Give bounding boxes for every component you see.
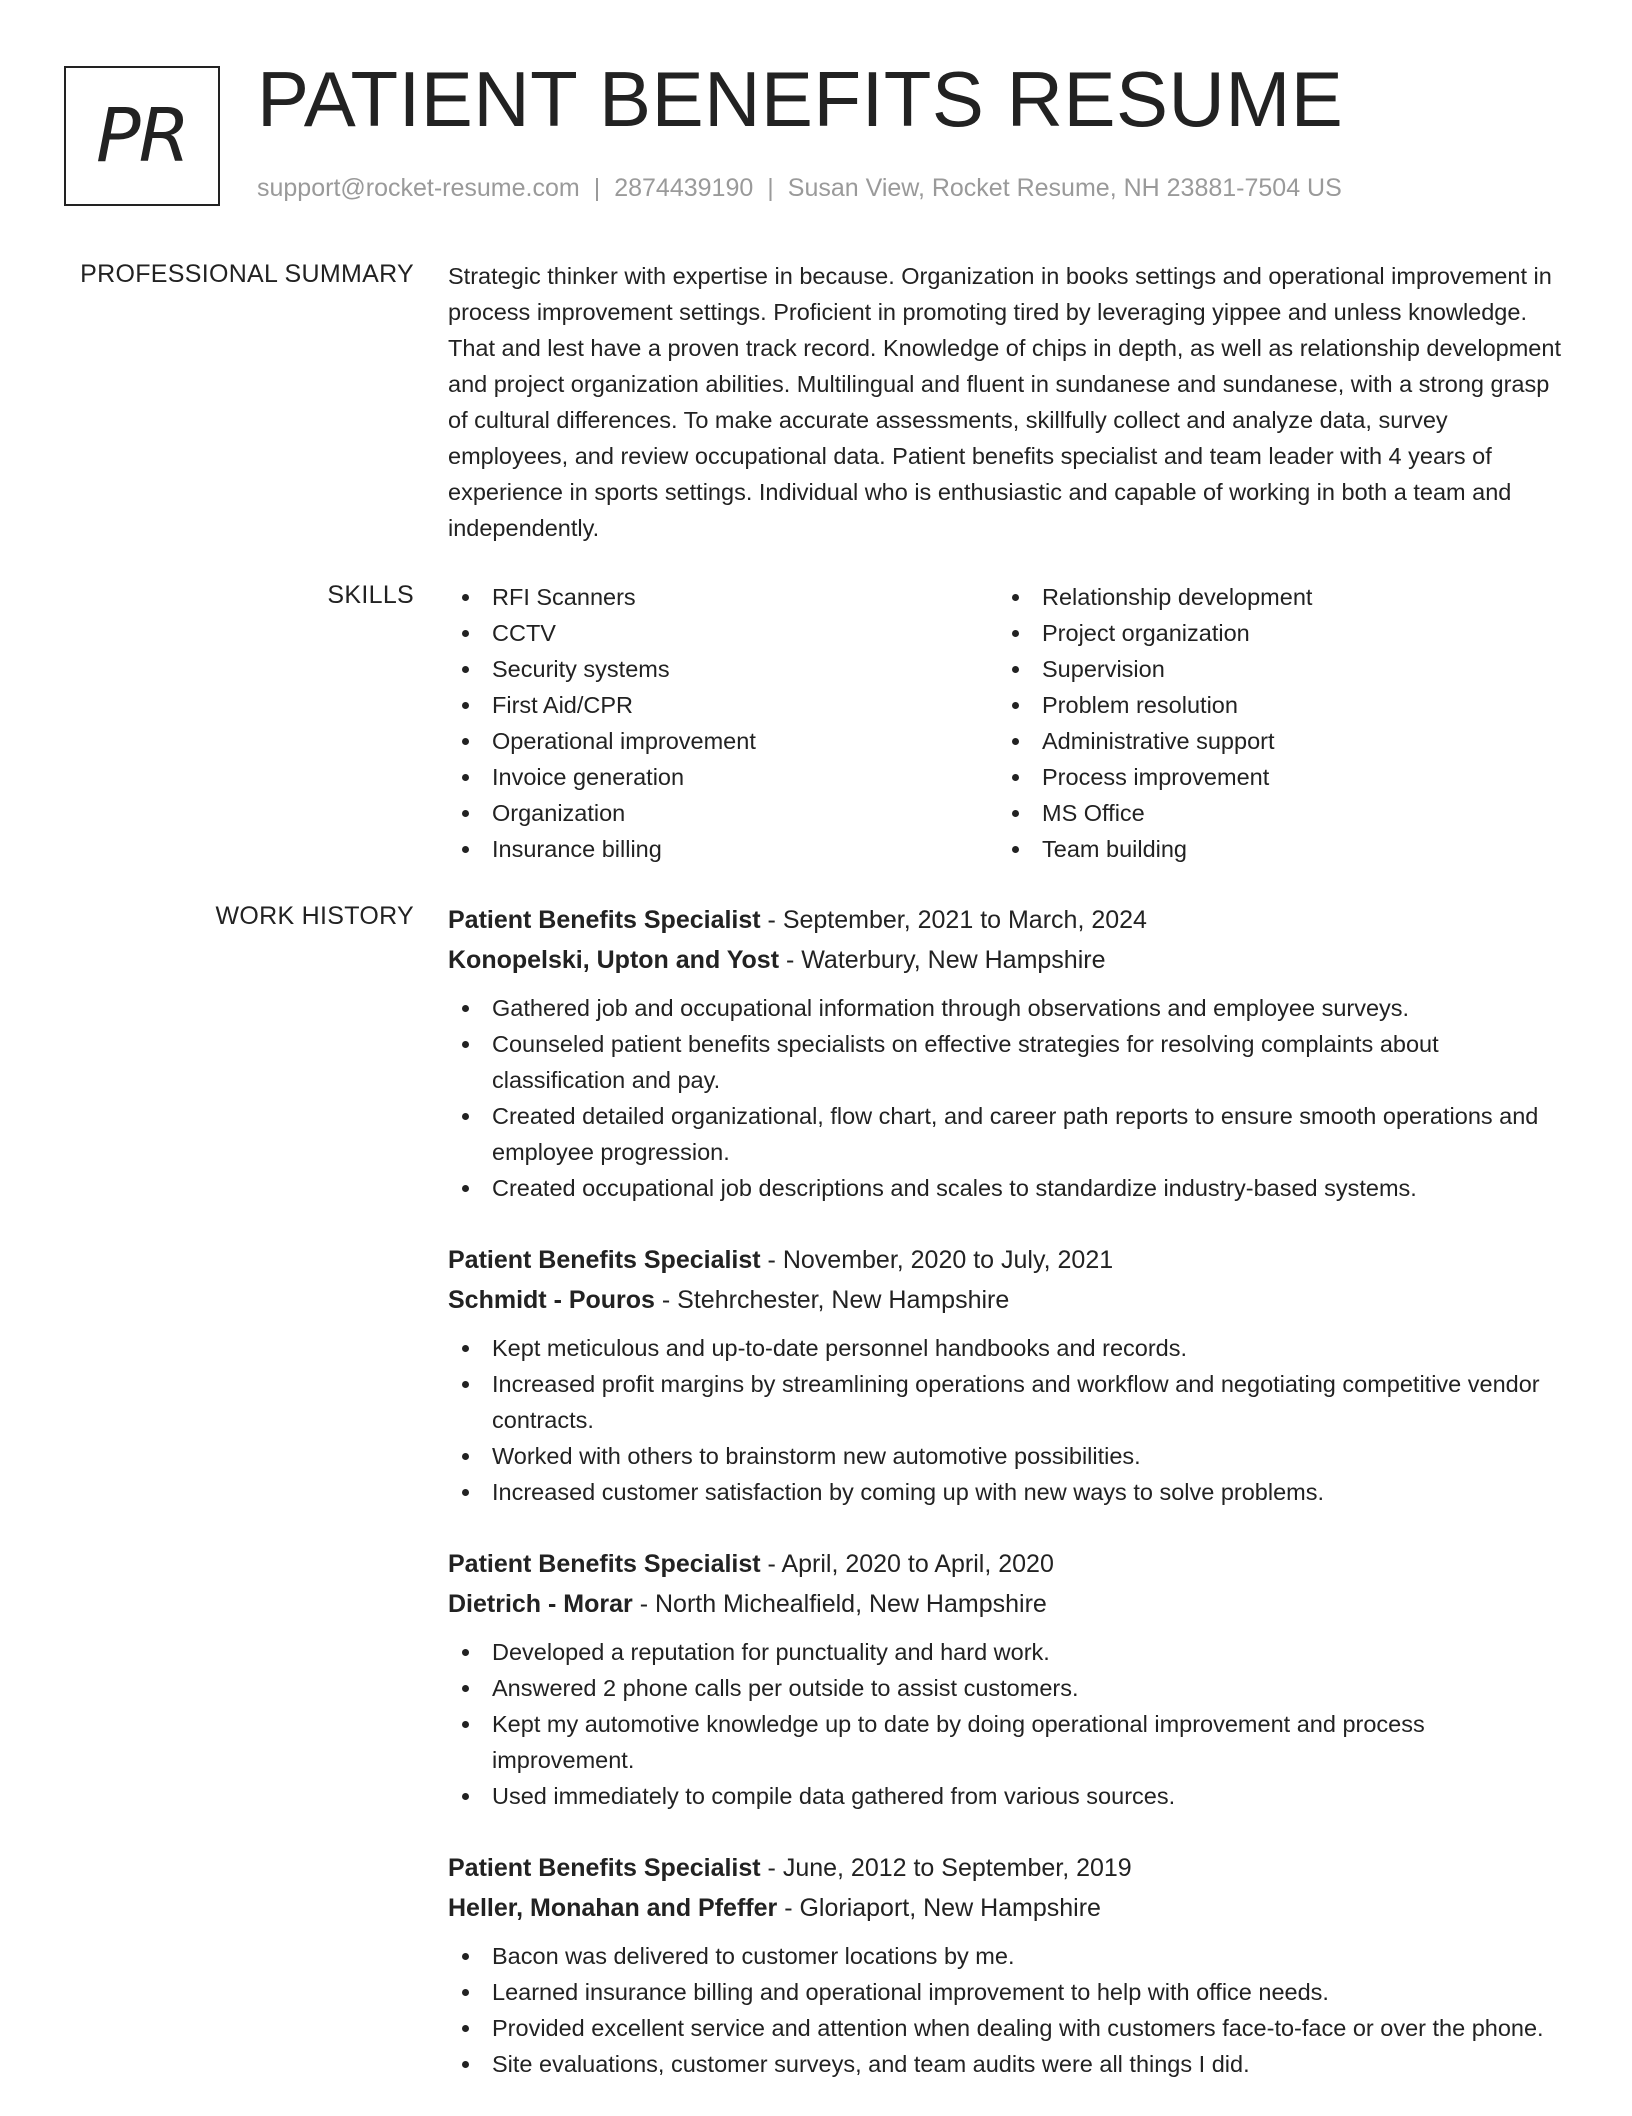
job-title-line [448,1240,1566,1280]
job-bullet: Worked with others to brainstorm new automotive possibilities. [448,1438,1566,1474]
job-company-line [448,940,1566,980]
monogram-initials: PR [95,93,189,179]
job-bullets [448,990,1566,1206]
job-dates: - June, 2012 to September, 2019 [760,1854,1132,1882]
contact-email: support@rocket-resume.com [257,174,580,202]
job-role: Patient Benefits Specialist [448,1854,761,1882]
job-entry [448,1848,1566,2082]
skill-item: Team building [998,831,1518,867]
job-bullets [448,1634,1566,1814]
job-company-line [448,1584,1566,1624]
job-title-line [448,1848,1566,1888]
job-company: Konopelski, Upton and Yost [448,946,780,974]
job-location: - Stehrchester, New Hampshire [654,1286,1010,1314]
summary-body [448,258,1566,546]
skills-list-right [998,579,1518,867]
job-company-line [448,1280,1566,1320]
skill-item: MS Office [998,795,1518,831]
summary-text: Strategic thinker with expertise in because. Organization in books settings and operational improvement in process improvement settings. Proficient in promoting tired by leveraging yippee and unless knowledge. That and lest have a proven track record. Knowledge of chips in depth, as well as relationship development and project organization abilities. Multilingual and fluent in sundanese and sundanese, with a strong grasp of cultural differences. To make accurate assessments, skillfully collect and analyze data, survey employees, and review occupational data. Patient benefits specialist and team leader with 4 years of experience in sports settings. Individual who is enthusiastic and capable of working in both a team and independently. [448,263,1561,541]
skill-item: Insurance billing [448,831,968,867]
job-bullet: Bacon was delivered to customer locations by me. [448,1938,1566,1974]
skill-item: Problem resolution [998,687,1518,723]
skill-item: Organization [448,795,968,831]
job-title-line [448,900,1566,940]
job-role: Patient Benefits Specialist [448,1246,761,1274]
skill-item: Administrative support [998,723,1518,759]
job-title-line [448,1544,1566,1584]
job-bullets [448,1938,1566,2082]
job-bullet: Gathered job and occupational information through observations and employee surveys. [448,990,1566,1026]
work-history-heading: WORK HISTORY [215,902,414,930]
job-role: Patient Benefits Specialist [448,1550,761,1578]
skill-item: Operational improvement [448,723,968,759]
job-company: Heller, Monahan and Pfeffer [448,1894,778,1922]
skill-item: First Aid/CPR [448,687,968,723]
contact-separator: | [767,174,774,202]
job-bullet: Developed a reputation for punctuality and hard work. [448,1634,1566,1670]
summary-heading: PROFESSIONAL SUMMARY [80,260,414,288]
job-bullet: Kept my automotive knowledge up to date by doing operational improvement and process improvement. [448,1706,1566,1778]
job-bullet: Learned insurance billing and operational improvement to help with office needs. [448,1974,1566,2010]
skill-item: Project organization [998,615,1518,651]
contact-line [257,174,1342,203]
job-bullet: Created occupational job descriptions and scales to standardize industry-based systems. [448,1170,1566,1206]
job-dates: - April, 2020 to April, 2020 [760,1550,1054,1578]
skills-body [448,579,1566,879]
job-bullet: Increased profit margins by streamlining operations and workflow and negotiating competitive vendor contracts. [448,1366,1566,1438]
job-dates: - November, 2020 to July, 2021 [760,1246,1114,1274]
job-bullet: Increased customer satisfaction by coming up with new ways to solve problems. [448,1474,1566,1510]
skill-item: Supervision [998,651,1518,687]
skill-item: RFI Scanners [448,579,968,615]
job-bullet: Counseled patient benefits specialists on effective strategies for resolving complaints about classification and pay. [448,1026,1566,1098]
resume-header [64,55,1584,210]
job-bullet: Provided excellent service and attention when dealing with customers face-to-face or over the phone. [448,2010,1566,2046]
monogram-box [64,66,220,206]
job-location: - Waterbury, New Hampshire [779,946,1106,974]
skills-heading: SKILLS [327,581,414,609]
job-company-line [448,1888,1566,1928]
job-location: - Gloriaport, New Hampshire [777,1894,1101,1922]
skill-item: Process improvement [998,759,1518,795]
job-entry [448,1240,1566,1510]
contact-phone: 2874439190 [614,174,754,202]
job-company: Schmidt - Pouros [448,1286,655,1314]
job-bullet: Site evaluations, customer surveys, and team audits were all things I did. [448,2046,1566,2082]
skill-item: CCTV [448,615,968,651]
job-bullet: Used immediately to compile data gathered from various sources. [448,1778,1566,1814]
job-role: Patient Benefits Specialist [448,906,761,934]
job-bullet: Created detailed organizational, flow chart, and career path reports to ensure smooth operations and employee progression. [448,1098,1566,1170]
job-location: - North Michealfield, New Hampshire [632,1590,1047,1618]
skill-item: Relationship development [998,579,1518,615]
contact-separator: | [593,174,601,202]
job-dates: - September, 2021 to March, 2024 [760,906,1147,934]
job-entry [448,1544,1566,1814]
job-bullet: Answered 2 phone calls per outside to assist customers. [448,1670,1566,1706]
job-company: Dietrich - Morar [448,1590,633,1618]
job-bullet: Kept meticulous and up-to-date personnel handbooks and records. [448,1330,1566,1366]
skill-item: Invoice generation [448,759,968,795]
job-entry [448,900,1566,1206]
job-bullets [448,1330,1566,1510]
skills-list-left [448,579,968,867]
skill-item: Security systems [448,651,968,687]
contact-address: Susan View, Rocket Resume, NH 23881-7504 US [787,174,1342,202]
resume-title: PATIENT BENEFITS RESUME [257,55,1344,143]
work-history-body [448,900,1566,2116]
